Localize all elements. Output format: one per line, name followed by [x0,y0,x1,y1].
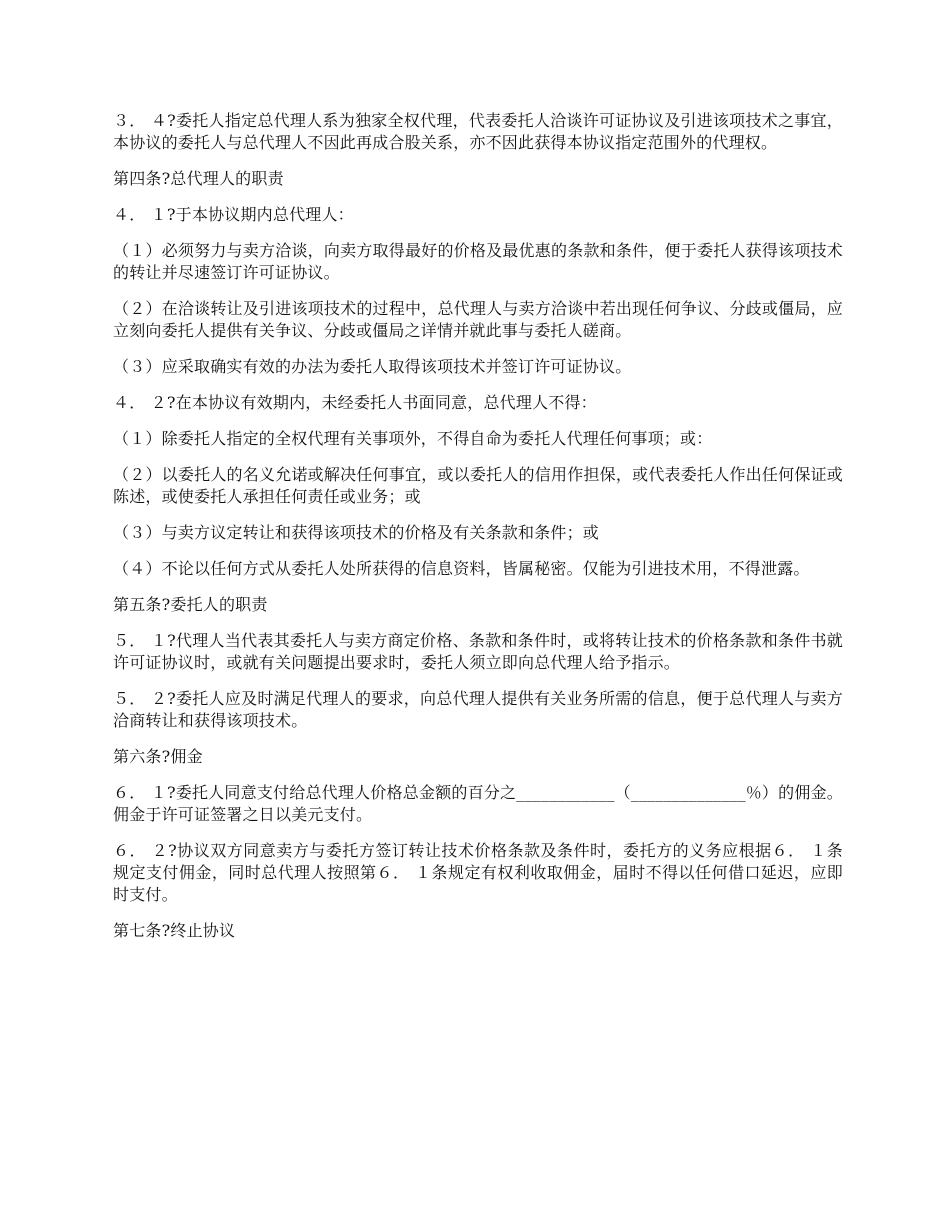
clause-4-1-item-1: （１）必须努力与卖方洽谈，向卖方取得最好的价格及最优惠的条款和条件，便于委托人获得该项技术的转让并尽速签订许可证协议。 [113,241,843,282]
article-5-heading: 第五条?委托人的职责 [113,595,268,614]
article-6-heading: 第六条?佣金 [113,747,203,766]
article-4-heading: 第四条?总代理人的职责 [113,169,284,188]
clause-5-2: ５． ２?委托人应及时满足代理人的要求，向总代理人提供有关业务所需的信息，便于总代理人与卖方洽商转让和获得该项技术。 [113,689,843,730]
clause-6-2: ６． ２?协议双方同意卖方与委托方签订转让技术价格条款及条件时，委托方的义务应根据６． １条规定支付佣金，同时总代理人按照第６． １条规定有权利收取佣金，届时不得以任何借口延迟，应即时支付。 [113,841,843,904]
clause-5-1: ５． １?代理人当代表其委托人与卖方商定价格、条款和条件时，或将转让技术的价格条款和条件书就许可证协议时，或就有关问题提出要求时，委托人须立即向总代理人给予指示。 [113,631,843,672]
article-7-heading: 第七条?终止协议 [113,921,236,940]
clause-4-1-item-2: （２）在洽谈转让及引进该项技术的过程中，总代理人与卖方洽谈中若出现任何争议、分歧或僵局，应立刻向委托人提供有关争议、分歧或僵局之详情并就此事与委托人磋商。 [113,299,843,340]
document-body [113,110,843,956]
clause-6-1: ６． １?委托人同意支付给总代理人价格总金额的百分之____________（______________％）的佣金。佣金于许可证签署之日以美元支付。 [113,783,843,824]
clause-3-4: ３． ４?委托人指定总代理人系为独家全权代理，代表委托人洽谈许可证协议及引进该项技术之事宜，本协议的委托人与总代理人不因此再成合股关系，亦不因此获得本协议指定范围外的代理权。 [113,111,843,152]
clause-4-2-item-2: （２）以委托人的名义允诺或解决任何事宜，或以委托人的信用作担保，或代表委托人作出任何保证或陈述，或使委托人承担任何责任或业务；或 [113,465,843,506]
clause-4-2-item-1: （１）除委托人指定的全权代理有关事项外，不得自命为委托人代理任何事项；或： [113,429,713,448]
clause-4-2-item-3: （３）与卖方议定转让和获得该项技术的价格及有关条款和条件；或 [113,523,600,542]
clause-4-1: ４． １?于本协议期内总代理人： [113,205,354,224]
clause-4-1-item-3: （３）应采取确实有效的办法为委托人取得该项技术并签订许可证协议。 [113,357,632,376]
clause-4-2: ４． ２?在本协议有效期内，未经委托人书面同意，总代理人不得： [113,393,597,412]
clause-4-2-item-4: （４）不论以任何方式从委托人处所获得的信息资料，皆属秘密。仅能为引进技术用，不得泄露。 [113,559,810,578]
